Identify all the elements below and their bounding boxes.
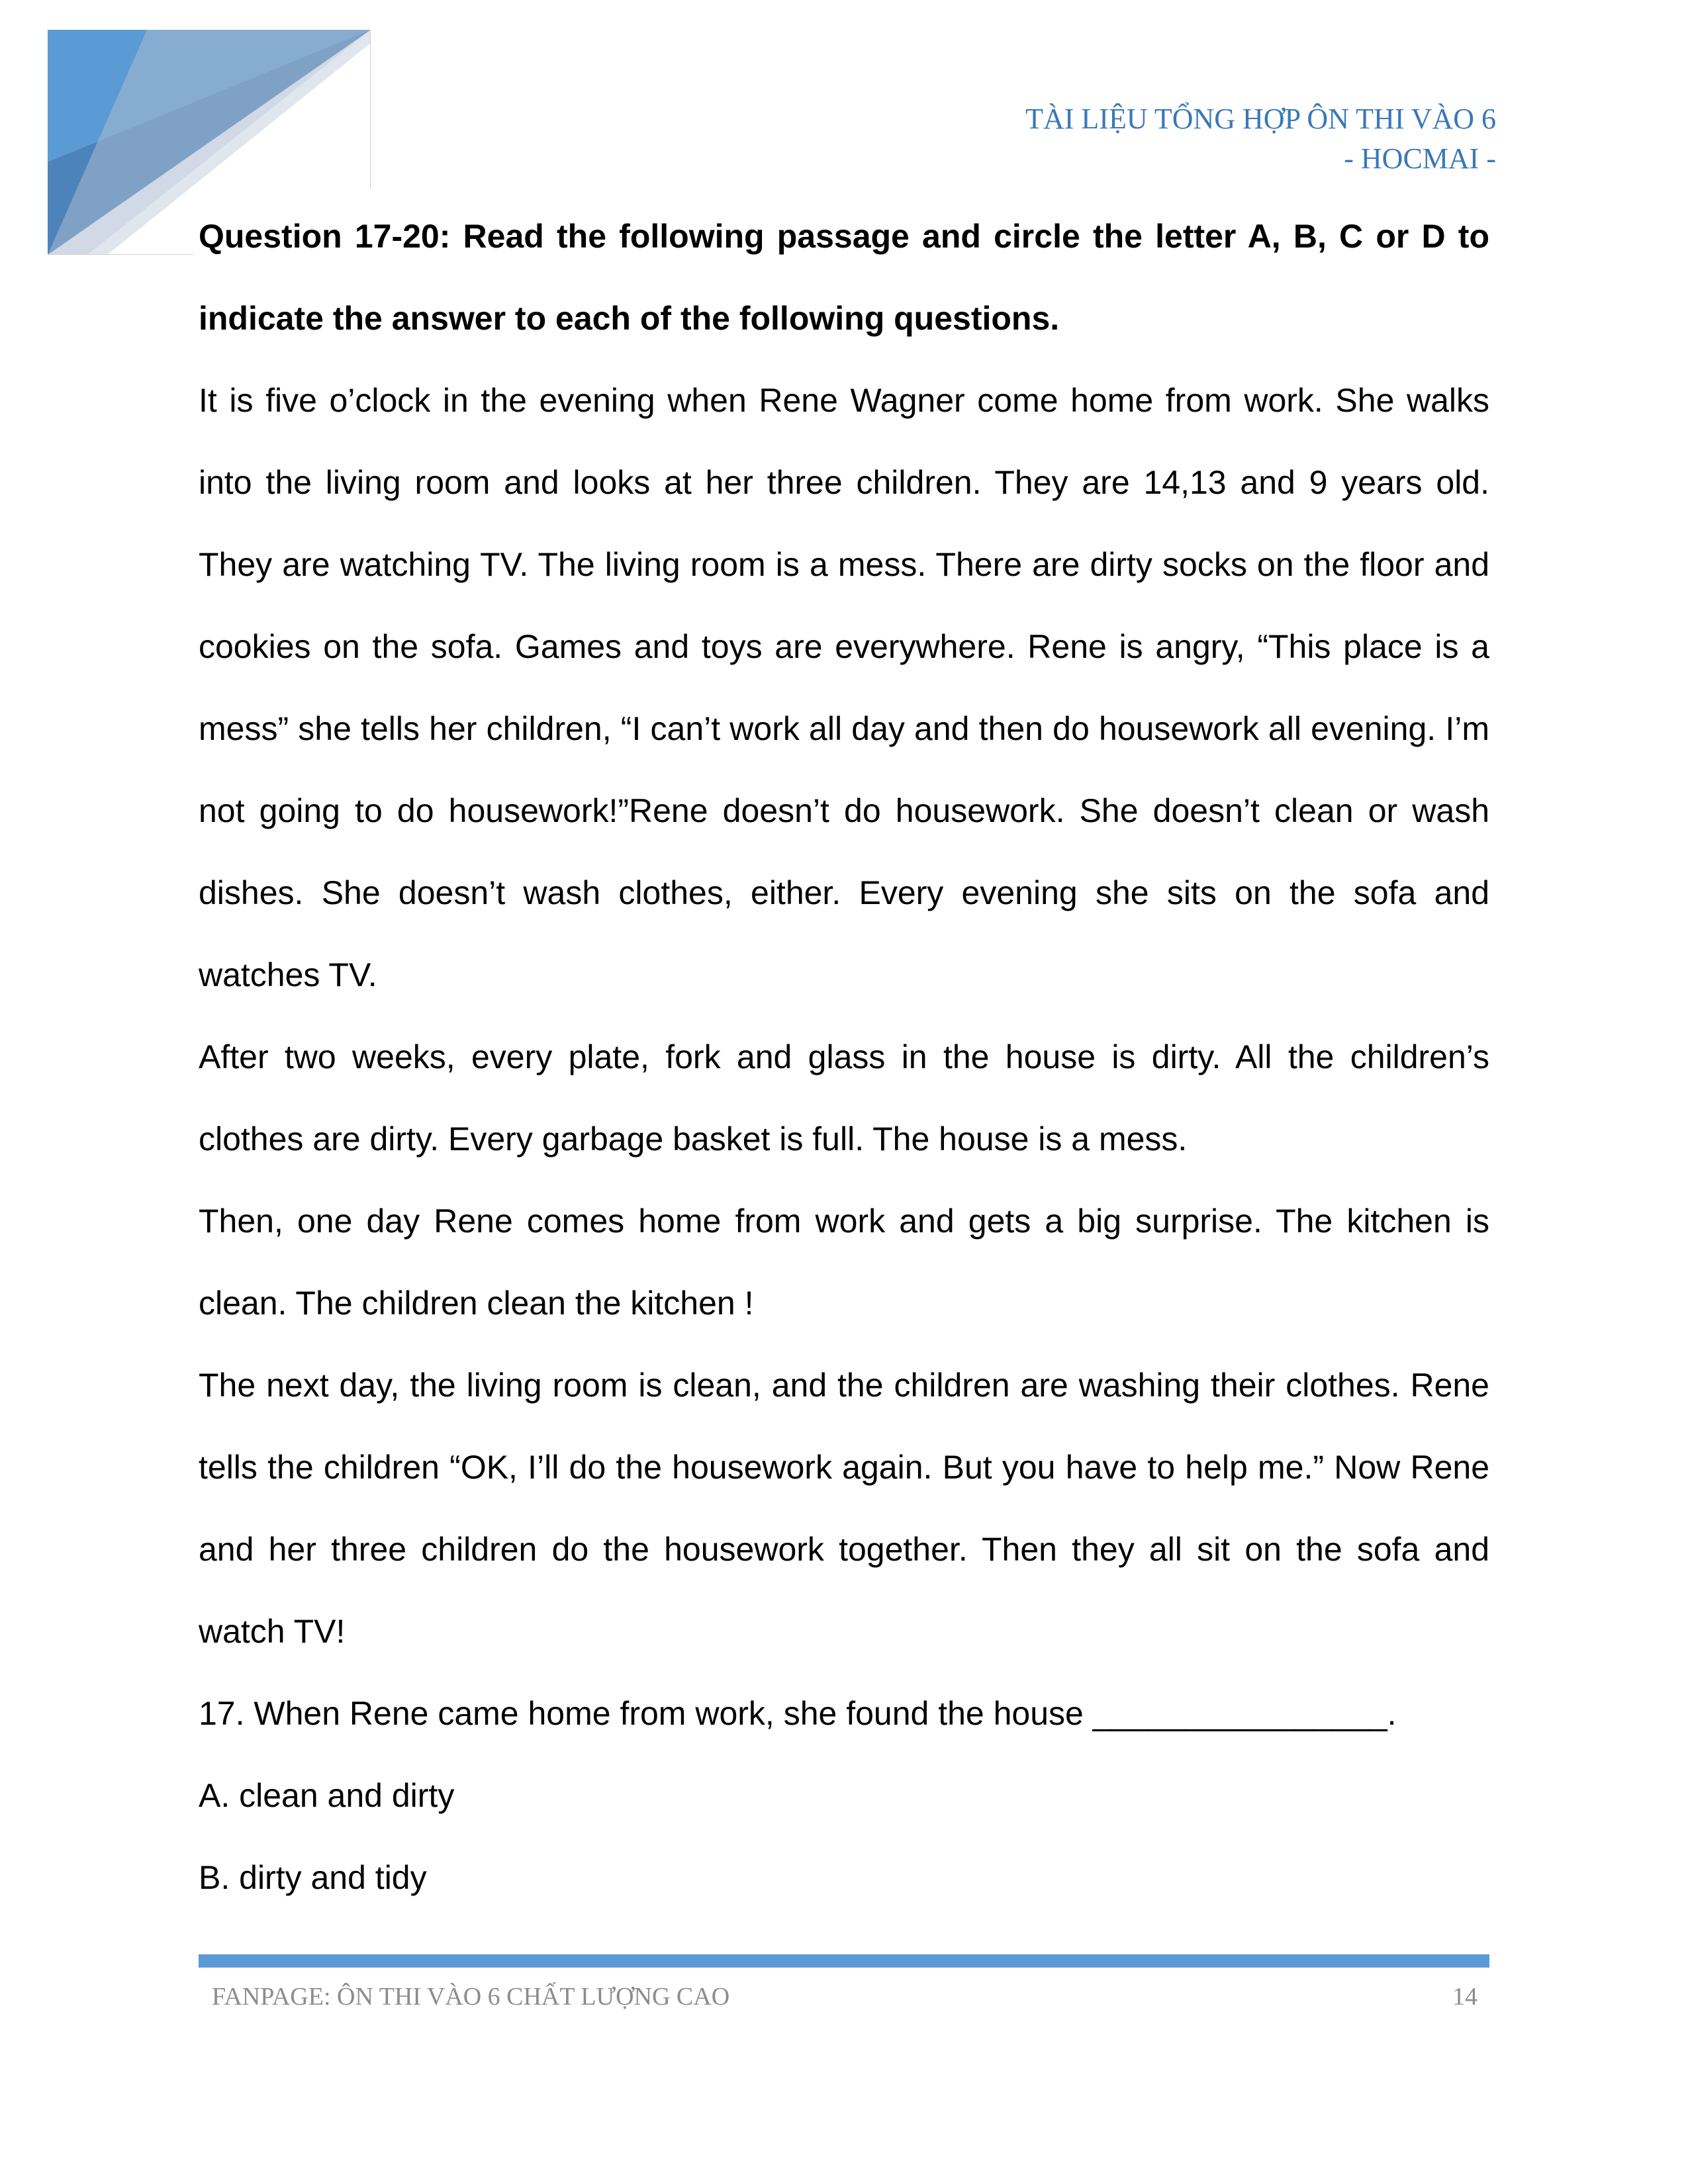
passage-paragraph-3: Then, one day Rene comes home from work and gets a big surprise. The kitchen is clean. The children clean the kitchen ! <box>199 1203 1489 1322</box>
page-number: 14 <box>1452 1983 1477 2011</box>
question-heading: Question 17-20: Read the following passage and circle the letter A, B, C or D to indicate the answer to each of the following questions. <box>199 218 1489 337</box>
question-17-option-a: A. clean and dirty <box>199 1777 455 1814</box>
document-header <box>1025 99 1496 179</box>
question-17-option-b: B. dirty and tidy <box>199 1859 427 1896</box>
page-content <box>199 195 1489 1919</box>
footer-divider-bar <box>199 1954 1489 1968</box>
header-title-line2: - HOCMAI - <box>1344 142 1496 175</box>
question-17-stem: 17. When Rene came home from work, she found the house ________________. <box>199 1695 1397 1732</box>
passage-paragraph-1: It is five o’clock in the evening when Rene Wagner come home from work. She walks into the living room and looks at her three children. They are 14,13 and 9 years old. They are watching TV. The living room is a mess. There are dirty socks on the floor and cookies on the sofa. Games and toys are everywhere. Rene is angry, “This place is a mess” she tells her children, “I can’t work all day and then do housework all evening. I’m not going to do housework!”Rene doesn’t do housework. She doesn’t clean or wash dishes. She doesn’t wash clothes, either. Every evening she sits on the sofa and watches TV. <box>199 382 1489 993</box>
passage-paragraph-2: After two weeks, every plate, fork and glass in the house is dirty. All the children’s clothes are dirty. Every garbage basket is full. The house is a mess. <box>199 1038 1489 1158</box>
passage-paragraph-4: The next day, the living room is clean, and the children are washing their clothes. Rene tells the children “OK, I’ll do the housework again. But you have to help me.” Now Rene and her three children do the housework together. Then they all sit on the sofa and watch TV! <box>199 1367 1489 1650</box>
header-title-line1: TÀI LIỆU TỔNG HỢP ÔN THI VÀO 6 <box>1025 103 1496 135</box>
footer-fanpage: FANPAGE: ÔN THI VÀO 6 CHẤT LƯỢNG CAO <box>212 1983 730 2011</box>
